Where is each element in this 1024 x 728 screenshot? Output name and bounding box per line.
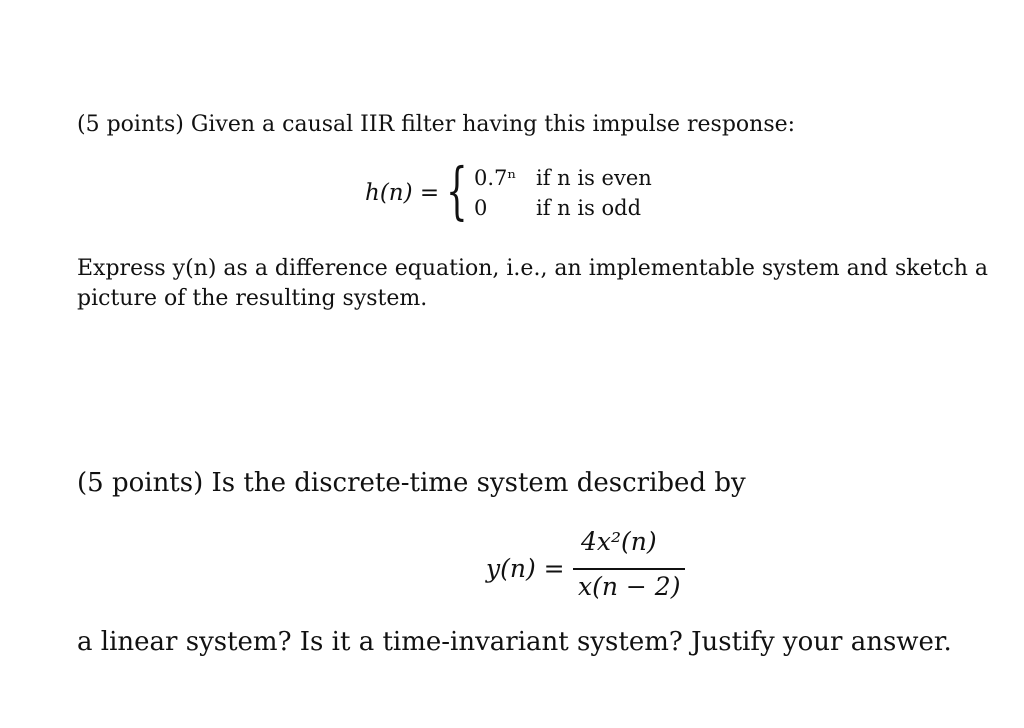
equation-lhs: h(n) = — [365, 180, 440, 206]
case1-value: 0.7ⁿ — [474, 166, 517, 190]
problem2-question: a linear system? Is it a time-invariant system? Justify your answer. — [77, 627, 952, 657]
fraction-numerator: 4x²(n) — [581, 527, 657, 556]
problem1-question-line2: picture of the resulting system. — [77, 286, 428, 311]
case1-condition: if n is even — [536, 166, 652, 190]
fraction-denominator: x(n − 2) — [578, 572, 681, 601]
problem1-intro: (5 points) Given a causal IIR filter having this impulse response: — [77, 112, 796, 137]
case2-condition: if n is odd — [536, 196, 642, 220]
problem1-question-line1: Express y(n) as a difference equation, i.e., an implementable system and sketch a — [77, 256, 989, 281]
equation-lhs: y(n) = — [486, 554, 565, 583]
problem2-intro: (5 points) Is the discrete-time system described by — [77, 468, 746, 498]
left-brace-icon: { — [446, 154, 468, 227]
case2-value: 0 — [474, 196, 488, 220]
fraction-bar — [573, 568, 685, 570]
